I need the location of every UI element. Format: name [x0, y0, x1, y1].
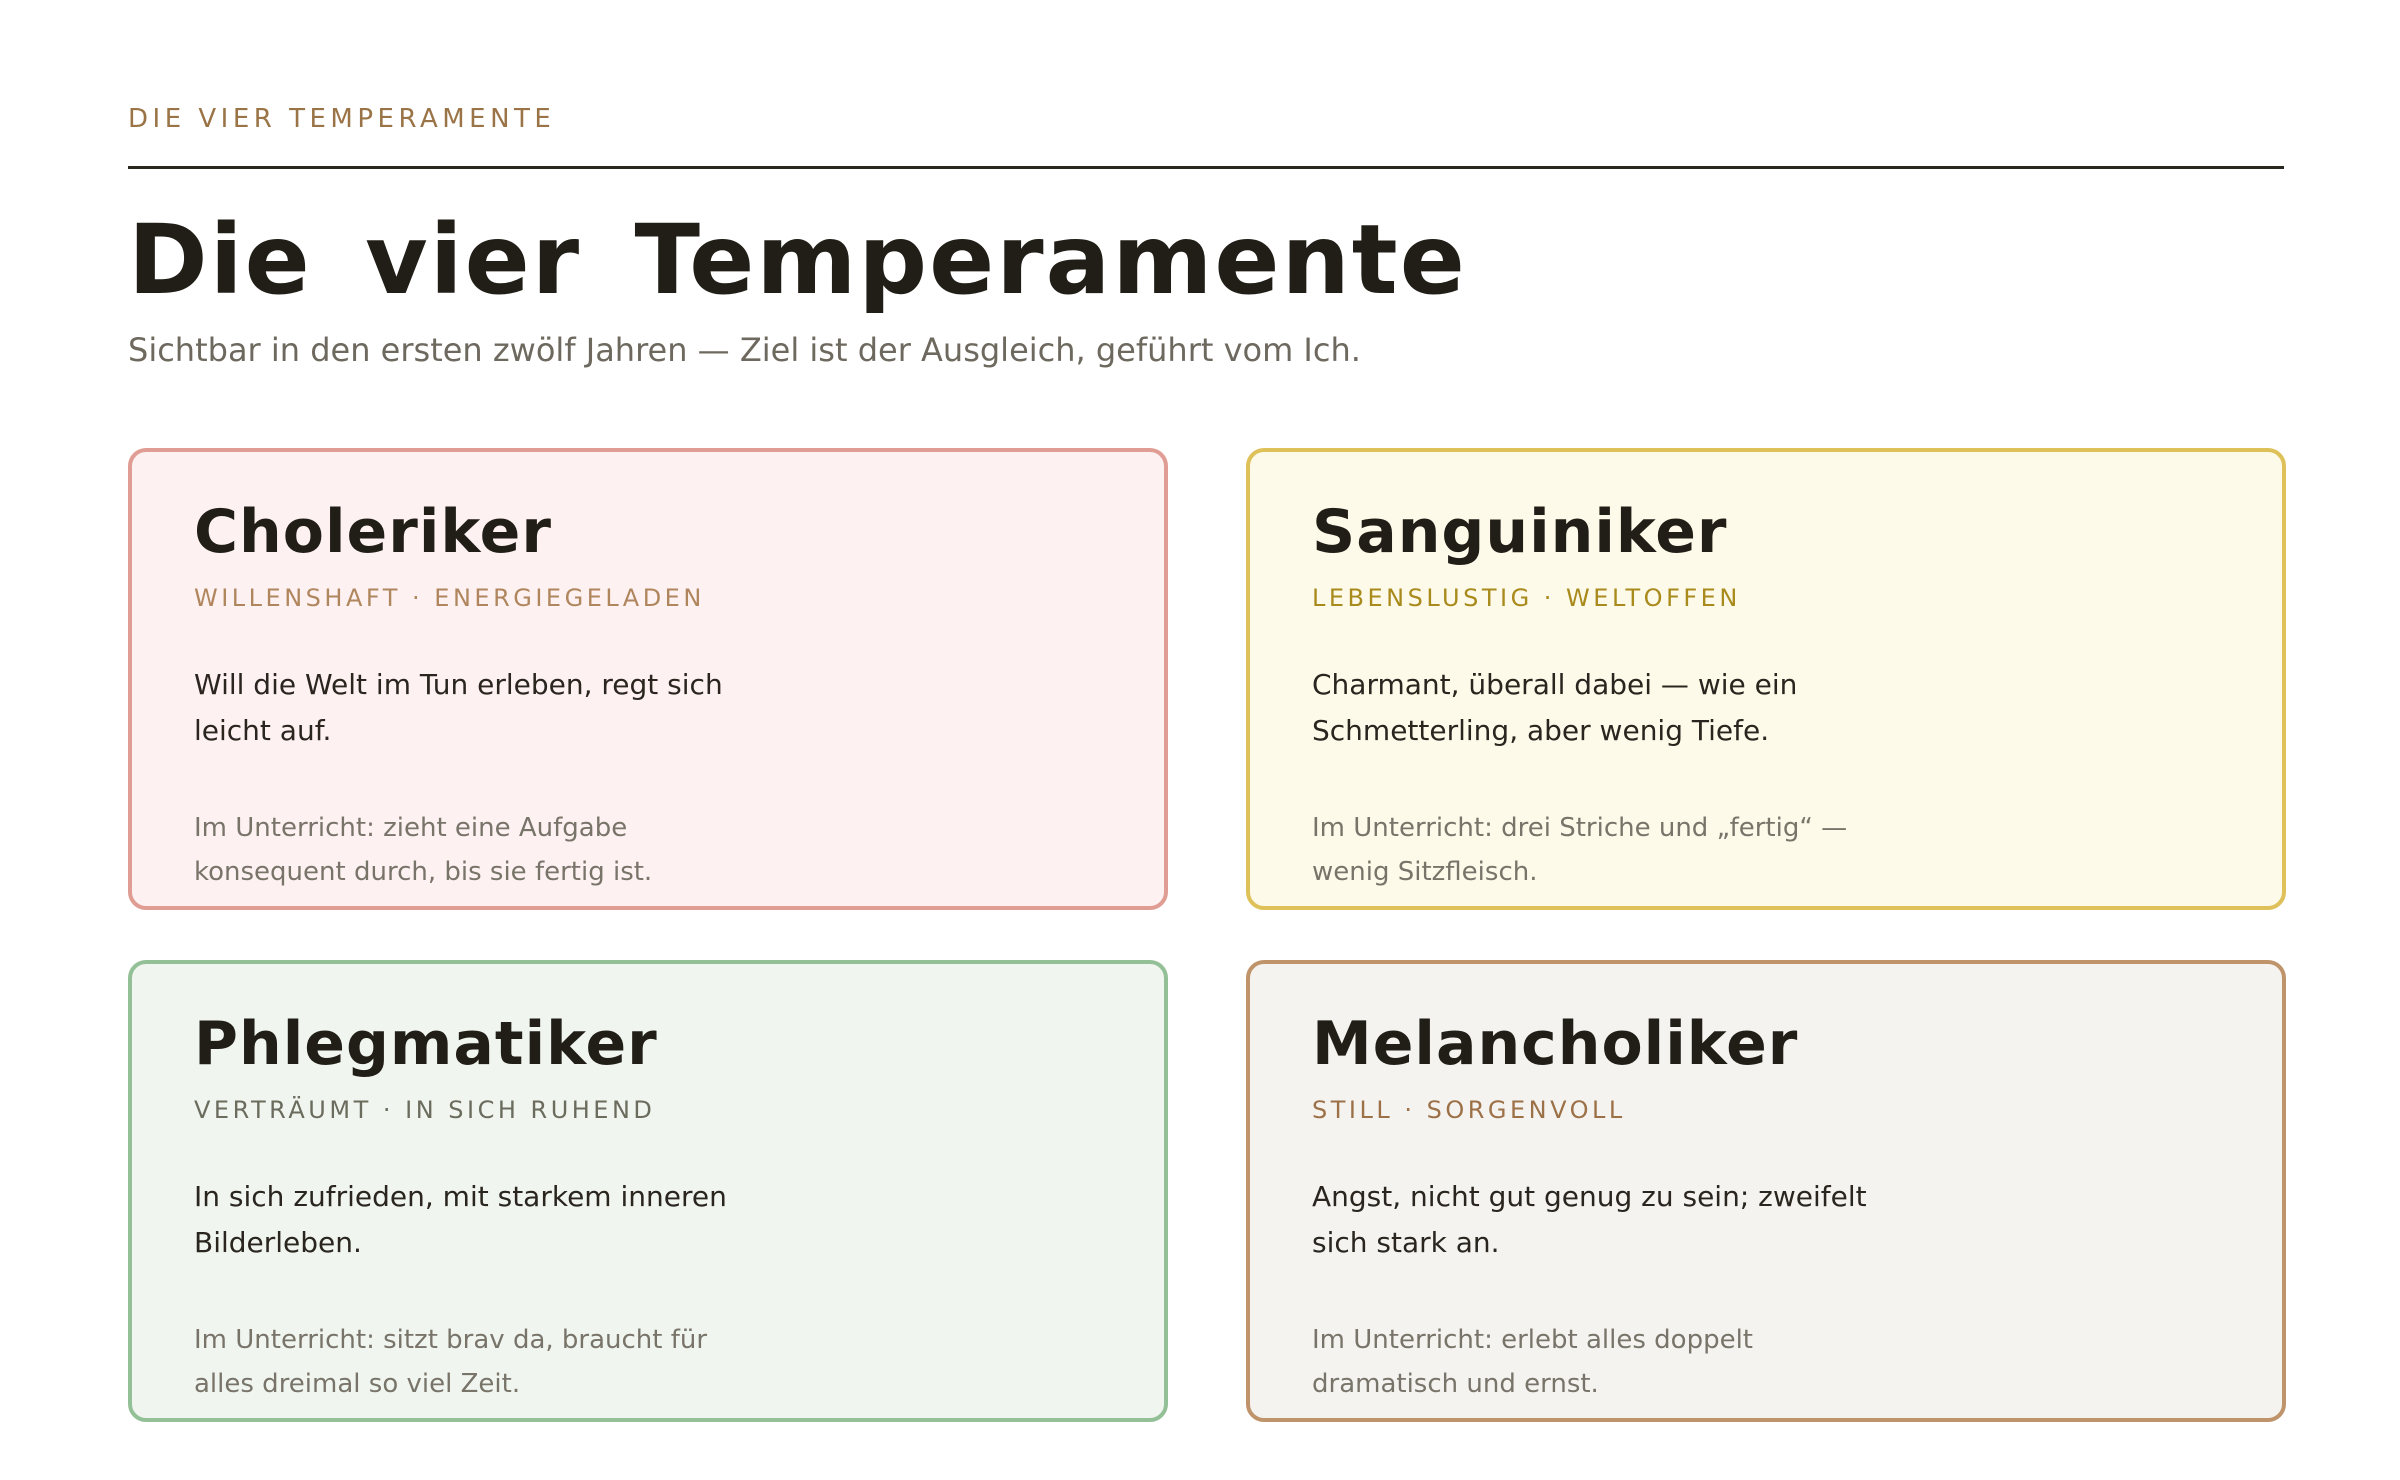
card-phlegmatiker — [128, 960, 1168, 1422]
card-traits: VERTRÄUMT · IN SICH RUHEND — [194, 1096, 656, 1124]
page — [128, 0, 2284, 1480]
card-classroom-note: Im Unterricht: drei Striche und „fertig“ — wenig Sitzfleisch. — [1312, 813, 1848, 887]
card-title: Sanguiniker — [1312, 497, 1728, 567]
card-classroom-note: Im Unterricht: sitzt brav da, braucht für alles dreimal so viel Zeit. — [194, 1325, 708, 1399]
page-subtitle: Sichtbar in den ersten zwölf Jahren — Ziel ist der Ausgleich, geführt vom Ich. — [128, 331, 1361, 369]
card-melancholiker — [1246, 960, 2286, 1422]
card-title: Choleriker — [194, 497, 552, 567]
card-description: Angst, nicht gut genug zu sein; zweifelt sich stark an. — [1312, 1180, 1867, 1259]
card-description: Charmant, überall dabei — wie ein Schmetterling, aber wenig Tiefe. — [1312, 668, 1798, 747]
card-sanguiniker — [1246, 448, 2286, 910]
card-description: In sich zufrieden, mit starkem inneren Bilderleben. — [194, 1180, 727, 1259]
card-traits: LEBENSLUSTIG · WELTOFFEN — [1312, 584, 1741, 612]
card-description: Will die Welt im Tun erleben, regt sich leicht auf. — [194, 668, 723, 747]
card-classroom-note: Im Unterricht: zieht eine Aufgabe konsequent durch, bis sie fertig ist. — [194, 813, 653, 887]
card-choleriker — [128, 448, 1168, 910]
card-traits: WILLENSHAFT · ENERGIEGELADEN — [194, 584, 705, 612]
card-traits: STILL · SORGENVOLL — [1312, 1096, 1626, 1124]
header-divider — [128, 166, 2284, 169]
card-title: Phlegmatiker — [194, 1009, 658, 1079]
card-title: Melancholiker — [1312, 1009, 1799, 1079]
page-title: Die vier Temperamente — [128, 204, 1467, 316]
eyebrow-label: DIE VIER TEMPERAMENTE — [128, 104, 556, 134]
card-classroom-note: Im Unterricht: erlebt alles doppelt dramatisch und ernst. — [1312, 1325, 1753, 1399]
